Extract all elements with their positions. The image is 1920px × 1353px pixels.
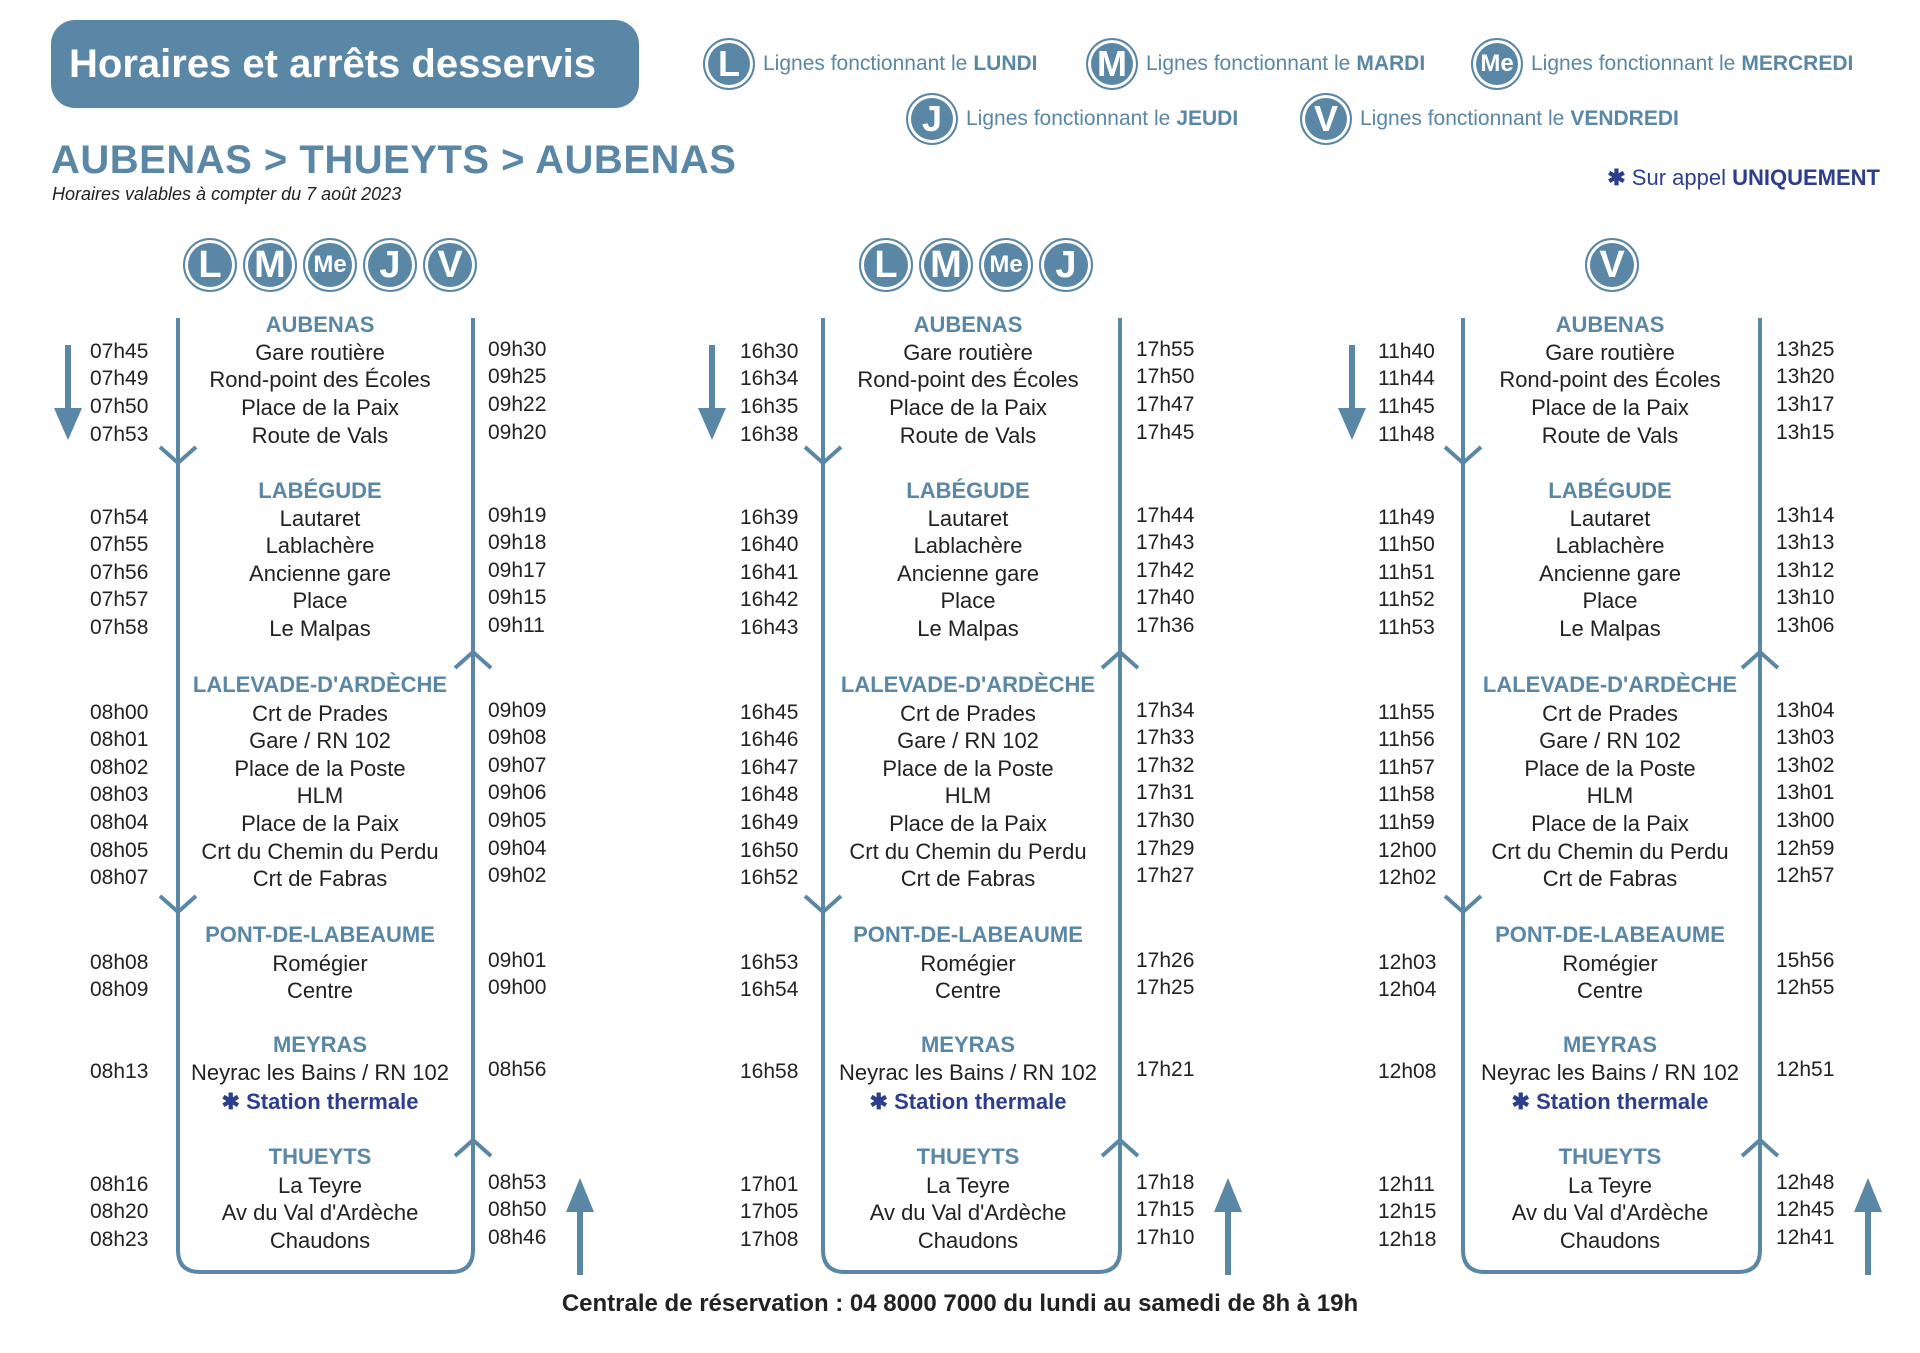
stop-name: HLM: [1586, 783, 1634, 808]
outbound-time: 07h55: [90, 533, 149, 556]
outbound-time: 11h48: [1378, 423, 1435, 446]
inbound-time: 17h36: [1136, 614, 1195, 637]
inbound-time: 17h30: [1136, 809, 1195, 832]
outbound-time: 11h52: [1378, 588, 1435, 611]
inbound-time: 17h40: [1136, 586, 1195, 609]
chevron-down-icon: [160, 896, 196, 912]
legend-mardi: [1086, 38, 1425, 90]
outbound-time: 12h15: [1378, 1200, 1437, 1223]
inbound-time: 13h12: [1776, 559, 1835, 582]
arrow-down-icon: [1338, 408, 1366, 440]
stop-name: Crt du Chemin du Perdu: [1491, 839, 1729, 864]
inbound-time: 13h20: [1776, 365, 1835, 388]
day-badge-me: Me: [979, 238, 1033, 292]
inbound-time: 17h45: [1136, 421, 1195, 444]
stop-name: Place: [1582, 588, 1638, 613]
town-heading: PONT-DE-LABEAUME: [205, 922, 435, 947]
inbound-time: 09h11: [488, 614, 545, 637]
inbound-time: 09h18: [488, 531, 547, 554]
stop-name: Crt de Fabras: [1542, 866, 1678, 891]
on-call-bold: UNIQUEMENT: [1732, 165, 1880, 190]
badge-m: M: [1086, 38, 1138, 90]
page-title: Horaires et arrêts desservis: [51, 20, 639, 108]
inbound-time: 08h50: [488, 1198, 547, 1221]
legend-day: VENDREDI: [1570, 107, 1679, 130]
inbound-time: 09h02: [488, 864, 547, 887]
outbound-time: 08h02: [90, 756, 149, 779]
chevron-up-icon: [1742, 652, 1778, 668]
stop-name: Place de la Paix: [1531, 811, 1689, 836]
stop-name: Gare routière: [1545, 340, 1675, 365]
station-thermale-note: [1460, 1089, 1760, 1115]
inbound-time: 12h48: [1776, 1171, 1835, 1194]
inbound-time: 17h27: [1136, 864, 1195, 887]
stop-name: La Teyre: [926, 1173, 1010, 1198]
stop-name: Gare / RN 102: [897, 728, 1039, 753]
legend-text: Lignes fonctionnant le: [1531, 52, 1736, 75]
day-badge-l: L: [859, 238, 913, 292]
day-badge-m: M: [919, 238, 973, 292]
town-heading: THUEYTS: [916, 1144, 1020, 1169]
stop-name: Ancienne gare: [249, 561, 391, 586]
town-heading: LABÉGUDE: [1548, 478, 1672, 503]
stop-name: Rond-point des Écoles: [1499, 367, 1721, 392]
outbound-time: 16h30: [740, 340, 799, 363]
inbound-time: 13h15: [1776, 421, 1835, 444]
inbound-time: 17h33: [1136, 726, 1195, 749]
outbound-time: 12h08: [1378, 1060, 1437, 1083]
town-heading: MEYRAS: [272, 1032, 368, 1057]
badge-v: V: [1300, 93, 1352, 145]
stop-name: Place de la Paix: [1531, 395, 1689, 420]
badge-l: L: [703, 38, 755, 90]
stop-name: Crt de Fabras: [252, 866, 388, 891]
inbound-time: 09h25: [488, 365, 547, 388]
outbound-time: 07h58: [90, 616, 149, 639]
town-heading: MEYRAS: [920, 1032, 1016, 1057]
stop-name: Gare routière: [255, 340, 385, 365]
inbound-time: 17h32: [1136, 754, 1195, 777]
town-heading: PONT-DE-LABEAUME: [853, 922, 1083, 947]
town-heading: THUEYTS: [268, 1144, 372, 1169]
outbound-time: 16h42: [740, 588, 799, 611]
inbound-time: 09h19: [488, 504, 547, 527]
inbound-time: 09h05: [488, 809, 547, 832]
outbound-time: 11h49: [1378, 506, 1435, 529]
stop-name: Place de la Paix: [889, 811, 1047, 836]
stop-name: Rond-point des Écoles: [209, 367, 431, 392]
stop-name: Ancienne gare: [897, 561, 1039, 586]
panel-3-day-badges: [1585, 238, 1639, 292]
legend-vendredi: [1300, 93, 1679, 145]
stop-name: Av du Val d'Ardèche: [1511, 1200, 1709, 1225]
stop-name: Route de Vals: [251, 423, 389, 448]
day-badge-v: V: [1585, 238, 1639, 292]
stop-name: Chaudons: [1559, 1228, 1661, 1253]
chevron-down-icon: [160, 447, 196, 463]
inbound-time: 09h30: [488, 338, 547, 361]
legend-jeudi: [906, 93, 1238, 145]
outbound-time: 07h49: [90, 367, 149, 390]
stop-name: Le Malpas: [269, 616, 371, 641]
stop-name: Neyrac les Bains / RN 102: [839, 1060, 1097, 1085]
outbound-time: 07h56: [90, 561, 149, 584]
inbound-time: 12h55: [1776, 976, 1835, 999]
day-badge-j: J: [363, 238, 417, 292]
outbound-time: 11h44: [1378, 367, 1435, 390]
inbound-time: 09h00: [488, 976, 547, 999]
outbound-time: 07h53: [90, 423, 149, 446]
stop-name: Le Malpas: [1559, 616, 1661, 641]
town-heading: AUBENAS: [265, 312, 375, 337]
inbound-time: 08h53: [488, 1171, 547, 1194]
panel-1-day-badges: [183, 238, 477, 292]
outbound-time: 07h50: [90, 395, 149, 418]
stop-name: Lautaret: [279, 506, 361, 531]
outbound-time: 08h04: [90, 811, 149, 834]
legend-mercredi: [1471, 38, 1853, 90]
stop-name: Crt du Chemin du Perdu: [849, 839, 1087, 864]
chevron-up-icon: [455, 652, 491, 668]
outbound-time: 16h39: [740, 506, 799, 529]
inbound-time: 17h29: [1136, 837, 1195, 860]
stop-name: Gare / RN 102: [1539, 728, 1681, 753]
arrow-up-icon: [566, 1178, 594, 1212]
stop-name: Av du Val d'Ardèche: [869, 1200, 1067, 1225]
inbound-time: 09h06: [488, 781, 547, 804]
outbound-time: 11h53: [1378, 616, 1435, 639]
on-call-note: [1607, 165, 1880, 191]
inbound-time: 17h31: [1136, 781, 1195, 804]
stop-name: Lautaret: [927, 506, 1009, 531]
inbound-time: 12h51: [1776, 1058, 1835, 1081]
asterisk-icon: ✱: [1511, 1089, 1537, 1114]
inbound-time: 09h15: [488, 586, 547, 609]
chevron-down-icon: [805, 447, 841, 463]
legend-day: MERCREDI: [1741, 52, 1854, 75]
town-heading: LABÉGUDE: [906, 478, 1030, 503]
outbound-time: 16h38: [740, 423, 799, 446]
town-heading: LABÉGUDE: [258, 478, 382, 503]
outbound-time: 16h43: [740, 616, 799, 639]
outbound-time: 16h50: [740, 839, 799, 862]
stop-name: HLM: [296, 783, 344, 808]
outbound-time: 16h49: [740, 811, 799, 834]
inbound-time: 13h17: [1776, 393, 1835, 416]
stop-name: Lautaret: [1569, 506, 1651, 531]
station-thermale-label: Station thermale: [246, 1089, 419, 1114]
outbound-time: 16h53: [740, 951, 799, 974]
day-badge-j: J: [1039, 238, 1093, 292]
inbound-time: 13h13: [1776, 531, 1835, 554]
legend-day: JEUDI: [1176, 107, 1239, 130]
inbound-time: 17h15: [1136, 1198, 1195, 1221]
inbound-time: 09h20: [488, 421, 547, 444]
outbound-time: 12h04: [1378, 978, 1437, 1001]
outbound-time: 12h00: [1378, 839, 1437, 862]
inbound-time: 17h55: [1136, 338, 1195, 361]
inbound-time: 12h45: [1776, 1198, 1835, 1221]
arrow-up-icon: [1854, 1178, 1882, 1212]
stop-name: La Teyre: [1568, 1173, 1652, 1198]
inbound-time: 09h04: [488, 837, 547, 860]
stop-name: Lablachère: [913, 533, 1023, 558]
outbound-time: 07h57: [90, 588, 149, 611]
inbound-time: 08h56: [488, 1058, 547, 1081]
chevron-down-icon: [1445, 896, 1481, 912]
chevron-down-icon: [1445, 447, 1481, 463]
outbound-time: 07h54: [90, 506, 149, 529]
town-heading: LALEVADE-D'ARDÈCHE: [840, 672, 1096, 697]
day-badge-l: L: [183, 238, 237, 292]
outbound-time: 12h03: [1378, 951, 1437, 974]
inbound-time: 17h18: [1136, 1171, 1195, 1194]
outbound-time: 11h55: [1378, 701, 1435, 724]
asterisk-icon: ✱: [221, 1089, 247, 1114]
inbound-time: 13h01: [1776, 781, 1835, 804]
outbound-time: 11h40: [1378, 340, 1435, 363]
stop-name: Centre: [1576, 978, 1644, 1003]
inbound-time: 17h34: [1136, 699, 1195, 722]
town-heading: AUBENAS: [913, 312, 1023, 337]
stop-name: Le Malpas: [917, 616, 1019, 641]
asterisk-icon: ✱: [1607, 165, 1626, 190]
stop-name: Romégier: [272, 951, 368, 976]
inbound-time: 12h59: [1776, 837, 1835, 860]
inbound-time: 17h44: [1136, 504, 1195, 527]
chevron-up-icon: [1102, 652, 1138, 668]
outbound-time: 12h02: [1378, 866, 1437, 889]
outbound-time: 16h45: [740, 701, 799, 724]
stop-name: Neyrac les Bains / RN 102: [1481, 1060, 1739, 1085]
inbound-time: 17h10: [1136, 1226, 1195, 1249]
outbound-time: 11h50: [1378, 533, 1435, 556]
station-thermale-note: [818, 1089, 1118, 1115]
stop-name: Gare / RN 102: [249, 728, 391, 753]
outbound-time: 17h08: [740, 1228, 799, 1251]
stop-name: Place: [940, 588, 996, 613]
stop-name: Route de Vals: [899, 423, 1037, 448]
stop-name: Gare routière: [903, 340, 1033, 365]
inbound-time: 13h02: [1776, 754, 1835, 777]
stop-name: Place de la Poste: [234, 756, 406, 781]
inbound-time: 13h00: [1776, 809, 1835, 832]
stop-name: Romégier: [1562, 951, 1658, 976]
inbound-time: 13h06: [1776, 614, 1835, 637]
inbound-time: 17h43: [1136, 531, 1195, 554]
inbound-time: 09h01: [488, 949, 547, 972]
badge-me: Me: [1471, 38, 1523, 90]
stop-name: Place de la Poste: [1524, 756, 1696, 781]
outbound-time: 12h11: [1378, 1173, 1435, 1196]
outbound-time: 11h51: [1378, 561, 1435, 584]
inbound-time: 09h07: [488, 754, 547, 777]
outbound-time: 16h48: [740, 783, 799, 806]
legend-text: Lignes fonctionnant le: [966, 107, 1171, 130]
inbound-time: 15h56: [1776, 949, 1835, 972]
on-call-prefix: Sur appel: [1631, 165, 1726, 190]
stop-name: Place: [292, 588, 348, 613]
stop-name: Lablachère: [1555, 533, 1665, 558]
legend-lundi: [703, 38, 1038, 90]
stop-name: Chaudons: [917, 1228, 1019, 1253]
inbound-time: 13h10: [1776, 586, 1835, 609]
reservation-footer: Centrale de réservation : 04 8000 7000 du lundi au samedi de 8h à 19h: [561, 1290, 1359, 1317]
inbound-time: 09h09: [488, 699, 547, 722]
route-title: AUBENAS > THUEYTS > AUBENAS: [51, 138, 737, 182]
stop-name: Av du Val d'Ardèche: [221, 1200, 419, 1225]
town-heading: PONT-DE-LABEAUME: [1495, 922, 1725, 947]
outbound-time: 11h58: [1378, 783, 1435, 806]
outbound-time: 16h47: [740, 756, 799, 779]
outbound-time: 08h05: [90, 839, 149, 862]
outbound-time: 08h03: [90, 783, 149, 806]
outbound-time: 11h57: [1378, 756, 1435, 779]
stop-name: Place de la Paix: [241, 395, 399, 420]
outbound-time: 16h34: [740, 367, 799, 390]
legend-text: Lignes fonctionnant le: [1360, 107, 1565, 130]
station-thermale-label: Station thermale: [1536, 1089, 1709, 1114]
inbound-time: 13h04: [1776, 699, 1835, 722]
outbound-time: 16h35: [740, 395, 799, 418]
inbound-time: 17h47: [1136, 393, 1195, 416]
town-heading: LALEVADE-D'ARDÈCHE: [192, 672, 448, 697]
outbound-time: 11h56: [1378, 728, 1435, 751]
inbound-time: 17h50: [1136, 365, 1195, 388]
outbound-time: 12h18: [1378, 1228, 1437, 1251]
legend-day: MARDI: [1356, 52, 1426, 75]
day-badge-v: V: [423, 238, 477, 292]
outbound-time: 11h45: [1378, 395, 1435, 418]
town-heading: THUEYTS: [1558, 1144, 1662, 1169]
stop-name: La Teyre: [278, 1173, 362, 1198]
validity-note: Horaires valables à compter du 7 août 2023: [52, 184, 402, 204]
inbound-time: 17h25: [1136, 976, 1195, 999]
stop-name: Romégier: [920, 951, 1016, 976]
stop-name: Crt de Prades: [900, 701, 1036, 726]
town-heading: AUBENAS: [1555, 312, 1665, 337]
inbound-time: 09h08: [488, 726, 547, 749]
station-thermale-note: [170, 1089, 470, 1115]
inbound-time: 13h14: [1776, 504, 1835, 527]
asterisk-icon: ✱: [869, 1089, 895, 1114]
outbound-time: 16h52: [740, 866, 799, 889]
outbound-time: 08h00: [90, 701, 149, 724]
inbound-time: 09h17: [488, 559, 547, 582]
arrow-down-icon: [54, 408, 82, 440]
legend-day: LUNDI: [973, 52, 1038, 75]
outbound-time: 08h07: [90, 866, 149, 889]
arrow-down-icon: [698, 408, 726, 440]
outbound-time: 17h01: [740, 1173, 799, 1196]
stop-name: Place de la Paix: [241, 811, 399, 836]
outbound-time: 08h20: [90, 1200, 149, 1223]
inbound-time: 12h41: [1776, 1226, 1835, 1249]
station-thermale-label: Station thermale: [894, 1089, 1067, 1114]
day-badge-me: Me: [303, 238, 357, 292]
stop-name: Centre: [286, 978, 354, 1003]
badge-j: J: [906, 93, 958, 145]
outbound-time: 16h54: [740, 978, 799, 1001]
stop-name: Route de Vals: [1541, 423, 1679, 448]
arrow-up-icon: [1214, 1178, 1242, 1212]
outbound-time: 08h23: [90, 1228, 149, 1251]
town-heading: MEYRAS: [1562, 1032, 1658, 1057]
stop-name: Place de la Paix: [889, 395, 1047, 420]
outbound-time: 16h58: [740, 1060, 799, 1083]
inbound-time: 17h42: [1136, 559, 1195, 582]
outbound-time: 08h08: [90, 951, 149, 974]
outbound-time: 16h40: [740, 533, 799, 556]
outbound-time: 08h13: [90, 1060, 149, 1083]
inbound-time: 17h21: [1136, 1058, 1195, 1081]
outbound-time: 08h16: [90, 1173, 149, 1196]
panel-2-day-badges: [859, 238, 1093, 292]
legend-text: Lignes fonctionnant le: [763, 52, 968, 75]
stop-name: Crt de Fabras: [900, 866, 1036, 891]
day-badge-m: M: [243, 238, 297, 292]
stop-name: Ancienne gare: [1539, 561, 1681, 586]
outbound-time: 08h09: [90, 978, 149, 1001]
outbound-time: 17h05: [740, 1200, 799, 1223]
inbound-time: 13h25: [1776, 338, 1835, 361]
stop-name: Crt de Prades: [252, 701, 388, 726]
stop-name: Rond-point des Écoles: [857, 367, 1079, 392]
inbound-time: 08h46: [488, 1226, 547, 1249]
outbound-time: 07h45: [90, 340, 149, 363]
inbound-time: 17h26: [1136, 949, 1195, 972]
town-heading: LALEVADE-D'ARDÈCHE: [1482, 672, 1738, 697]
stop-name: Chaudons: [269, 1228, 371, 1253]
inbound-time: 13h03: [1776, 726, 1835, 749]
outbound-time: 08h01: [90, 728, 149, 751]
inbound-time: 09h22: [488, 393, 547, 416]
legend-text: Lignes fonctionnant le: [1146, 52, 1351, 75]
stop-name: Place de la Poste: [882, 756, 1054, 781]
stop-name: Neyrac les Bains / RN 102: [191, 1060, 449, 1085]
stop-name: Crt de Prades: [1542, 701, 1678, 726]
stop-name: Crt du Chemin du Perdu: [201, 839, 439, 864]
outbound-time: 16h46: [740, 728, 799, 751]
stop-name: HLM: [944, 783, 992, 808]
stop-name: Lablachère: [265, 533, 375, 558]
stop-name: Centre: [934, 978, 1002, 1003]
outbound-time: 16h41: [740, 561, 799, 584]
chevron-down-icon: [805, 896, 841, 912]
outbound-time: 11h59: [1378, 811, 1435, 834]
inbound-time: 12h57: [1776, 864, 1835, 887]
